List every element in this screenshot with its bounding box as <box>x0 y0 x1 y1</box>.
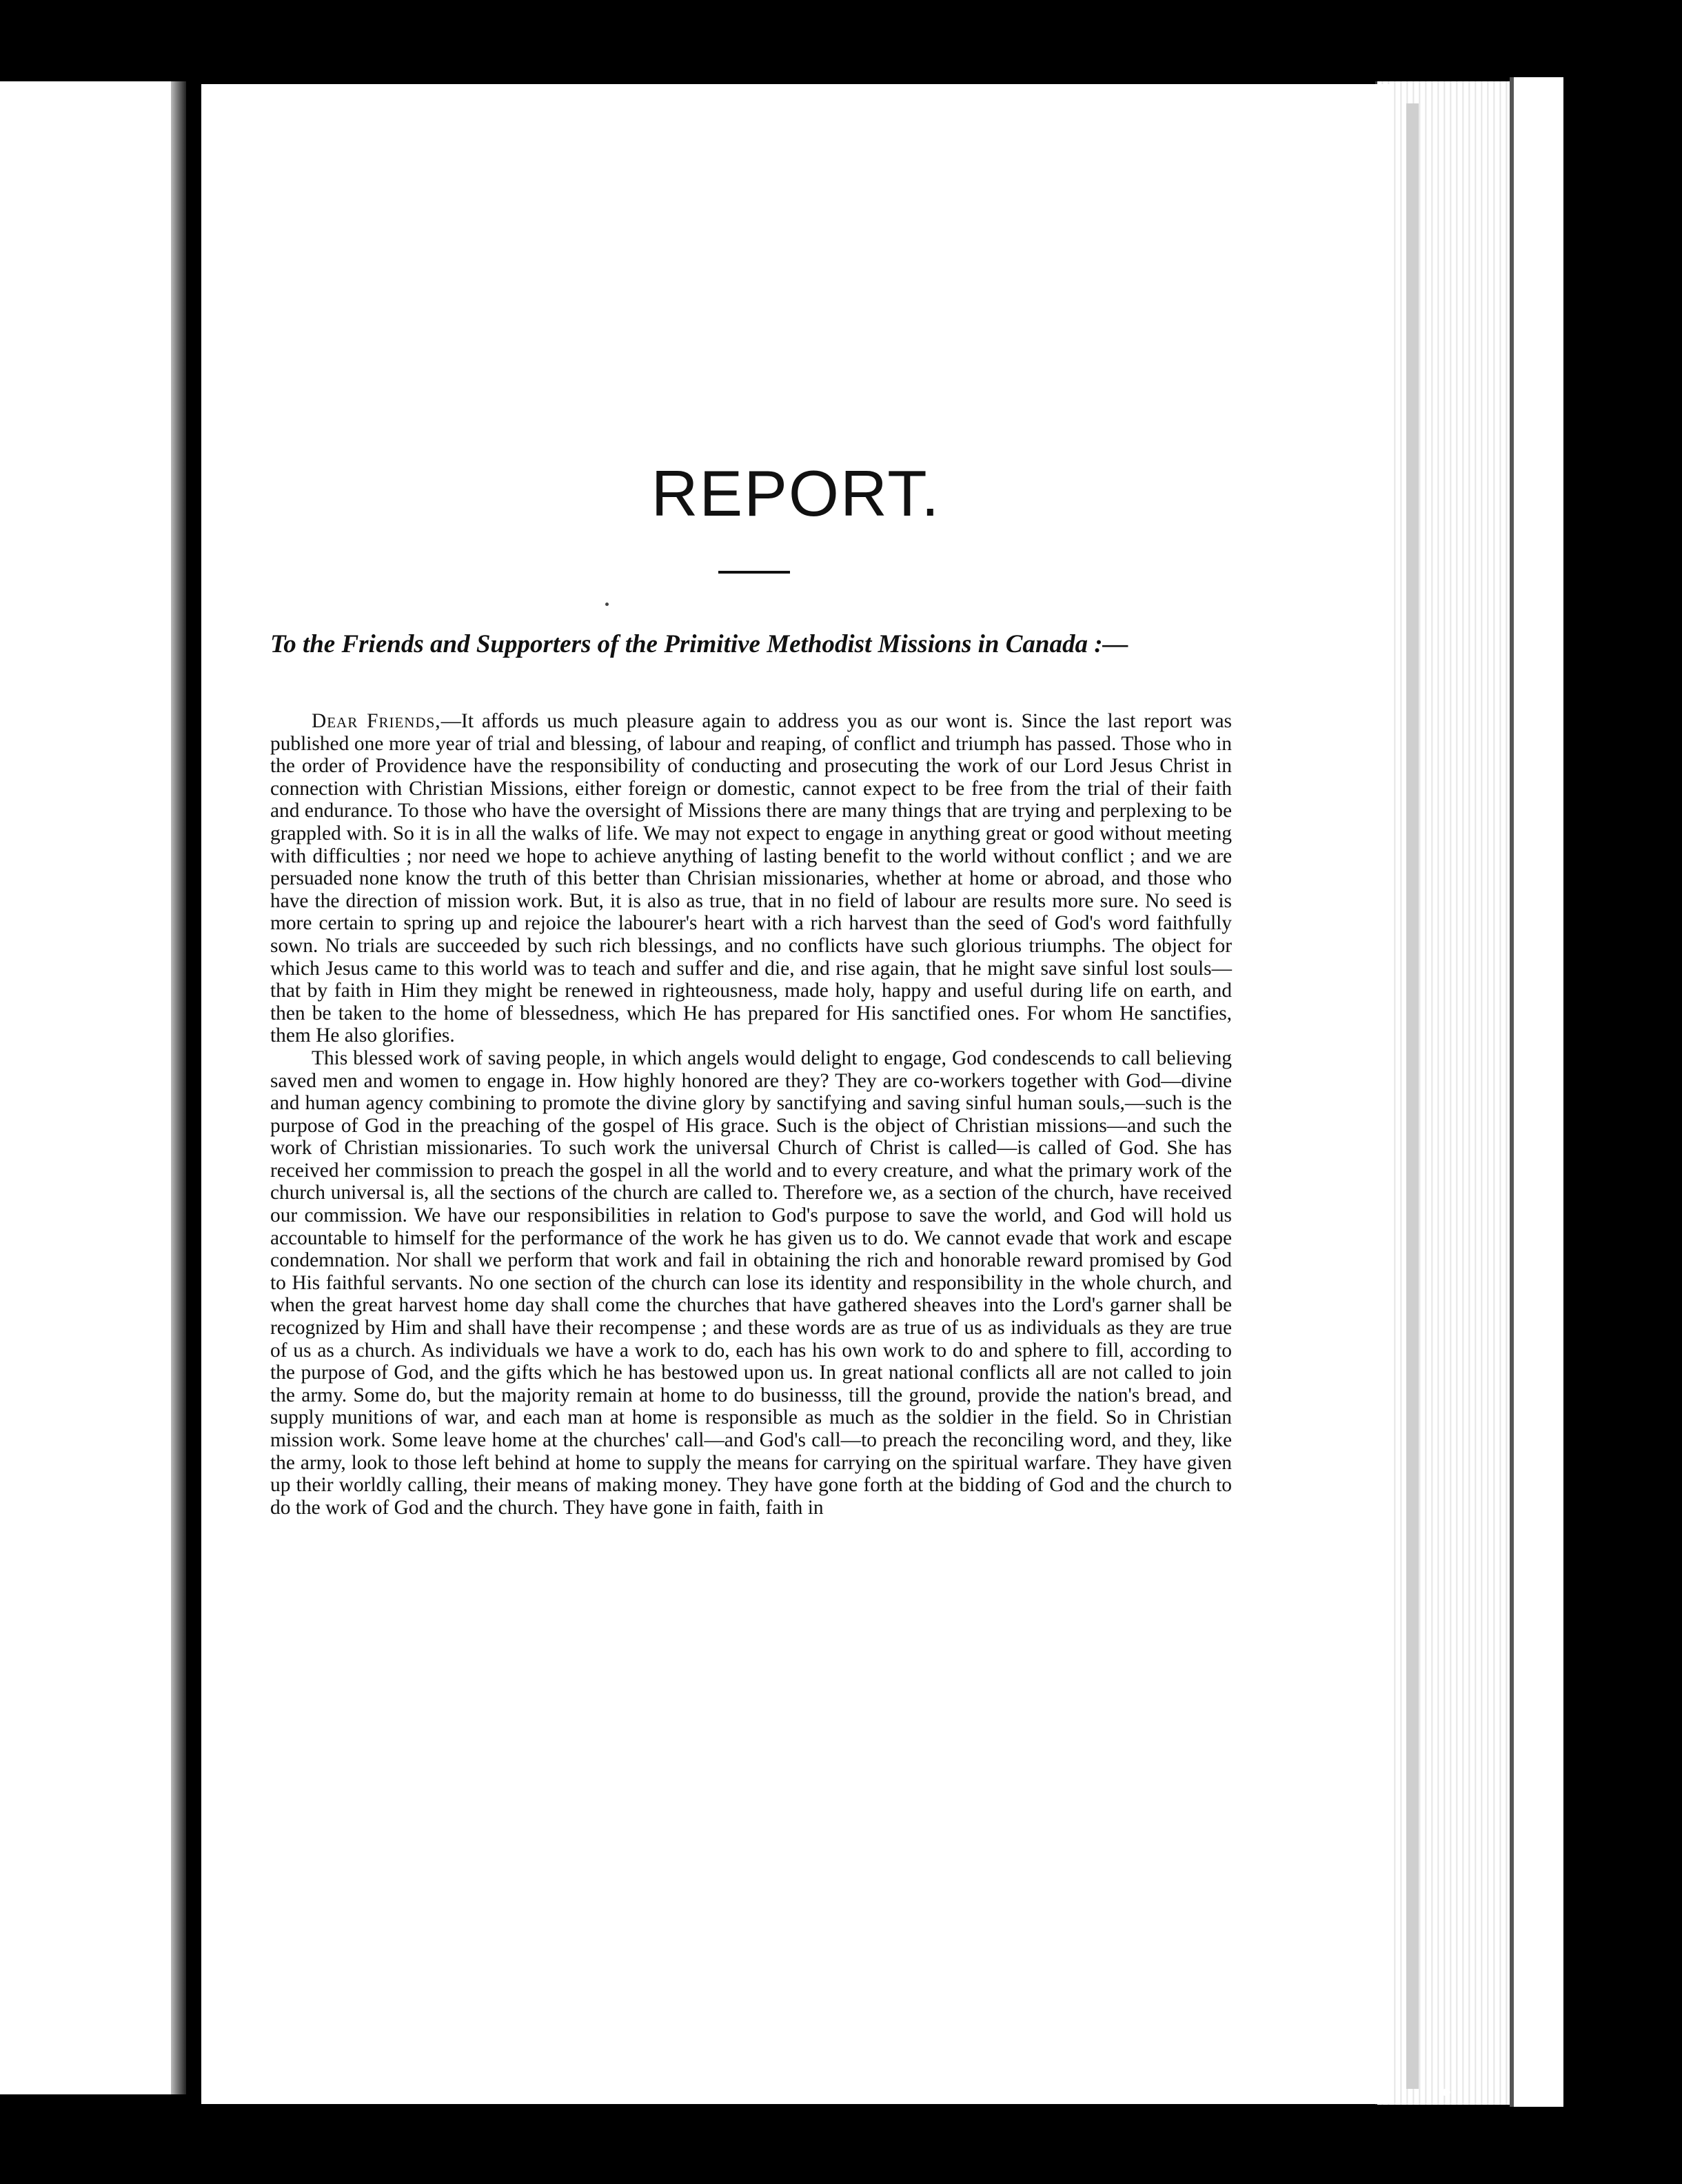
paragraph-1-text: —It affords us much pleasure again to address you as our wont is. Since the last report was published one more year of trial and blessing, of labour and reaping, of conflict and triumph has passed. Those who in the order of Providence have the responsibility of conducting and prosecuting the work of our Lord Jesus Christ in connection with Christian Missions, either foreign or domestic, cannot expect to be free from the trial of their faith and endurance. To those who have the oversight of Missions there are many things that are trying and perplexing to be grappled with. So it is in all the walks of life. We may not expect to engage in anything great or good without meeting with difficulties ; nor need we hope to achieve anything of lasting benefit to the world without conflict ; and we are persuaded none know the truth of this better than Chrisian missionaries, whether at home or abroad, and those who have the direction of mission work. But, it is also as true, that in no field of labour are results more sure. No seed is more certain to spring up and rejoice the labourer's heart with a rich harvest than the seed of God's word faithfully sown. No trials are succeeded by such rich blessings, and no conflicts have such glorious triumphs. The object for which Jesus came to this world was to teach and suffer and die, and rise again, that he might save sinful lost souls—that by faith in Him they might be renewed in righteousness, made holy, happy and useful during life on earth, and then be taken to the home of blessedness, which He has prepared for His sanctified ones. For whom He sanctifies, them He also glorifies. <box>270 710 1232 1047</box>
paragraph-2: This blessed work of saving people, in which angels would delight to engage, God condescends to call believing saved men and women to engage in. How highly honored are they? They are co-workers together with God—divine and human agency combining to promote the divine glory by sanctifying and saving sinful human souls,—such is the purpose of God in the preaching of the gospel of His grace. Such is the object of Christian missions—and such the work of Christian missionaries. To such work the universal Church of Christ is called—is called of God. She has received her commission to preach the gospel in all the world and to every creature, and what the primary work of the church universal is, all the sections of the church are called to. Therefore we, as a section of the church, have received our commission. We have our responsibilities in relation to God's purpose to save the world, and God will hold us accountable to himself for the performance of the work he has given us to do. We cannot evade that work and escape condemnation. Nor shall we perform that work and fail in obtaining the rich and honorable reward promised by God to His faithful servants. No one section of the church can lose its identity and responsibility in the whole church, and when the great harvest home day shall come the churches that have gathered sheaves into the Lord's garner shall be recognized by Him and shall have their recompense ; and these words are as true of us as individuals as they are true of us as a church. As individuals we have a work to do, each has his own work to do and sphere to fill, according to the purpose of God, and the gifts which he has bestowed upon us. In great national conflicts all are not called to join the army. Some do, but the majority remain at home to do businesss, till the ground, provide the nation's bread, and supply munitions of war, and each man at home is responsible as much as the soldier in the field. So in Christian mission work. Some leave home at the churches' call—and God's call—to preach the reconciling word, and they, like the army, look to those left behind at home to supply the means for carrying on the spiritual warfare. They have given up their worldly calling, their means of making money. They have gone forth at the bidding of God and the church to do the work of God and the church. They have gone in faith, faith in <box>270 1046 1232 1519</box>
scan-speck <box>1441 2089 1450 2096</box>
report-body <box>270 710 1232 1519</box>
book-cover-edge <box>1510 77 1563 2107</box>
document-page <box>201 84 1390 2104</box>
page-stack-shadow <box>1406 103 1419 2089</box>
report-heading: REPORT. <box>651 457 941 529</box>
paragraph-1 <box>270 710 1232 1047</box>
title-rule <box>718 571 790 574</box>
left-facing-page <box>0 81 183 2094</box>
address-line: To the Friends and Supporters of the Primitive Methodist Missions in Canada :— <box>270 630 1128 658</box>
ink-dot <box>605 603 609 606</box>
salutation: Dear Friends, <box>312 710 441 732</box>
book-gutter <box>171 81 186 2094</box>
